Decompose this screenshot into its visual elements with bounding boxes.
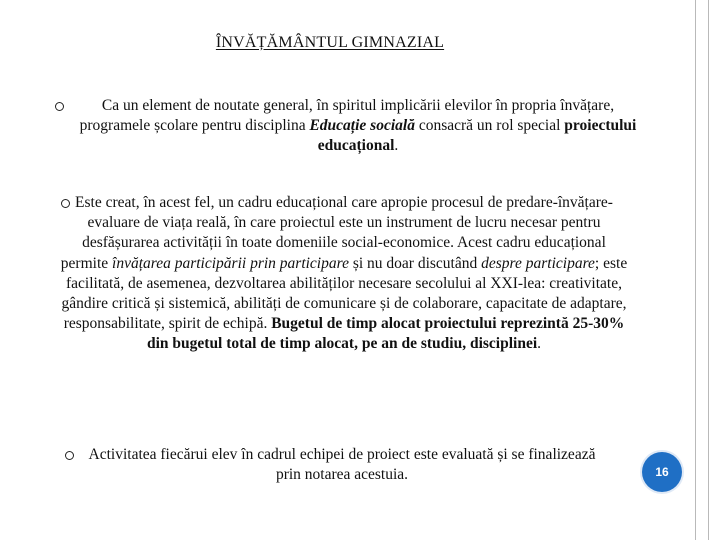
bullet-text-run: și nu doar discutând [348,254,482,272]
bullet-text-run: . [394,137,399,155]
bullet-text-run: Activitatea fiecărui elev în cadrul echipei de proiect este evaluată și se finalizează prin notarea acestuia. [88,446,596,484]
right-border-line [708,0,709,540]
bullet-text-run: Bugetul de timp alocat proiectului reprezintă 25-30% din bugetul total de timp alocat, pe an de studiu, disciplinei [146,315,625,353]
bullet-text-run: Este creat, în acest fel, un cadru educațional care apropie procesul de predare-învățare-evaluare de viața reală, în care proiectul este un instrument de lucru necesar pentru desfășurarea activității în toate domeniile social-economice. Acest cadru educațional permite [60,194,613,272]
bullet-text-2 [60,193,628,355]
bullet-text-run: proiectului educațional [317,117,637,155]
bullet-text-run: . [537,335,542,353]
bullet-text-run: învățarea participării prin participare [112,254,349,272]
bullet-text-run: despre participare [481,254,595,272]
bullet-text-run: Educație socială [309,117,415,135]
right-border-line [695,0,696,540]
bullet-text-1 [68,96,648,157]
bullet-text-3 [82,445,602,485]
bullet-text-run: ; este facilitată, de asemenea, dezvoltarea abilităților necesare secolului al XXI-lea: creativitate, gândire critică și sistemică, abilități de comunicare și de colaborare, capacitate de adaptare, responsabilitate, spirit de echipă. [61,254,628,333]
slide-title: ÎNVĂȚĂMÂNTUL GIMNAZIAL [215,34,445,51]
bullet-text-run: consacră un rol special [414,117,565,135]
bullet-icon [55,102,64,111]
bullet-text-run: Ca un element de noutate general, în spiritul implicării elevilor în propria învățare, programele școlare pentru disciplina [79,97,615,135]
bullet-icon [65,451,74,460]
page-number-badge: 16 [642,452,682,492]
